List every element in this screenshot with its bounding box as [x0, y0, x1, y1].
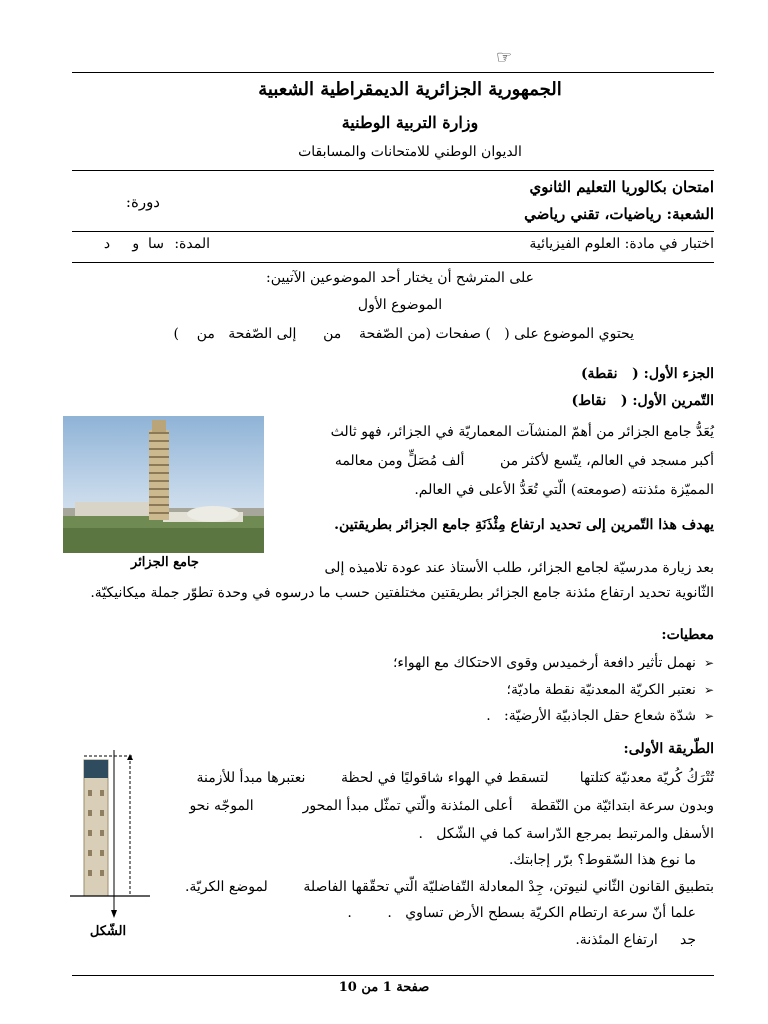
figure-caption: الشّكل [89, 924, 127, 939]
given-item [214, 708, 714, 724]
minaret-diagram [70, 746, 170, 926]
method1-line2: وبدون سرعة ابتدائيّة من النّقطة أعلى المئذنة والّتي تمثّل مبدأ المحور الموجّه نحو [189, 798, 714, 814]
page-number: صفحة 1 من 10 [338, 980, 430, 995]
pages-note: يحتوي الموضوع على ( ) صفحات (من الصّفحة من إلى الصّفحة من ) [173, 326, 634, 342]
para1-line3: المميّزة مئذنته (صومعته) الّتي تُعَدُّ الأعلى في العالم. [414, 482, 714, 498]
footer-rule [72, 975, 714, 976]
republic-title: الجمهورية الجزائرية الديمقراطية الشعبية [258, 79, 562, 100]
exercise1-title: التّمرين الأول: ( نقاط) [571, 393, 714, 409]
pointing-hand-icon: ☞ [496, 47, 513, 68]
photo-caption: جامع الجزائر [131, 555, 199, 570]
session-label: دورة: [125, 193, 160, 211]
question-1: ما نوع هذا السّقوط؟ برّر إجابتك. [508, 852, 696, 868]
office-title: الديوان الوطني للامتحانات والمسابقات [298, 144, 522, 160]
given-item [214, 655, 714, 671]
info-rule [72, 231, 714, 232]
topic-title: الموضوع الأول [357, 297, 443, 313]
exam-title: امتحان بكالوريا التعليم الثانوي [529, 178, 714, 196]
para1-line1: يُعَدُّ جامع الجزائر من أهمّ المنشآت المعماريّة في الجزائر، فهو ثالث [330, 424, 714, 440]
given-text: شدّة شعاع حقل الجاذبيّة الأرضيّة: . [486, 708, 696, 724]
arrow-bullet-icon: ➢ [703, 709, 714, 723]
question-3: علما أنّ سرعة ارتطام الكريّة بسطح الأرض تساوي . . [347, 905, 696, 921]
para2-line2: الثّانوية تحديد ارتفاع مئذنة جامع الجزائر بطريقتين مختلفتين حسب ما درسوه في وحدة تطوّر جملة ميكانيكيّة. [90, 585, 714, 601]
question-2: بتطبيق القانون الثّاني لنيوتن، جِدْ المعادلة التّفاضليّة الّتي تحقّقها الفاصلة لموضع الكريّة. [184, 879, 714, 895]
duration-value: سا و د [103, 236, 164, 252]
info-bottom-rule [72, 262, 714, 263]
choice-instruction: على المترشح أن يختار أحد الموضوعين الآتيين: [265, 270, 534, 286]
subject-label: اختبار في مادة: العلوم الفيزيائية [529, 236, 714, 252]
part1-title: الجزء الأول: ( نقطة) [580, 366, 714, 382]
givens-title: معطيات: [661, 627, 714, 643]
minaret-figure [70, 746, 170, 926]
mosque-photo [63, 416, 264, 553]
para2-line1: بعد زيارة مدرسيّة لجامع الجزائر، طلب الأستاذ عند عودة تلاميذه إلى [324, 560, 714, 576]
mosque-illustration [63, 416, 264, 553]
method1-line1: تُتْرَكُ كُريّة معدنيّة كتلتها لتسقط في الهواء شاقوليًا في لحظة نعتبرها مبدأ للأزمنة [196, 770, 714, 786]
arrow-bullet-icon: ➢ [703, 683, 714, 697]
duration-label: المدة: [174, 236, 210, 252]
given-text: نهمل تأثير دافعة أرخميدس وقوى الاحتكاك مع الهواء؛ [392, 655, 696, 671]
stream-label: الشعبة: رياضيات، تقني رياضي [524, 205, 714, 223]
given-text: نعتبر الكريّة المعدنيّة نقطة ماديّة؛ [506, 682, 696, 698]
question-4: جد ارتفاع المئذنة. [575, 932, 696, 948]
method1-title: الطّريقة الأولى: [623, 741, 714, 757]
para1-line2: أكبر مسجد في العالم، يتّسع لأكثر من ألف مُصَلٍّ ومن معالمه [334, 453, 714, 469]
header-top-rule [72, 72, 714, 73]
arrow-bullet-icon: ➢ [703, 656, 714, 670]
header-bottom-rule [72, 170, 714, 171]
ministry-title: وزارة التربية الوطنية [341, 113, 479, 132]
exercise-aim: يهدف هذا التّمرين إلى تحديد ارتفاع مِئْذَنَةِ جامع الجزائر بطريقتين. [334, 517, 714, 533]
method1-line3: الأسفل والمرتبط بمرجع الدّراسة كما في الشّكل . [418, 826, 714, 842]
given-item [214, 682, 714, 698]
